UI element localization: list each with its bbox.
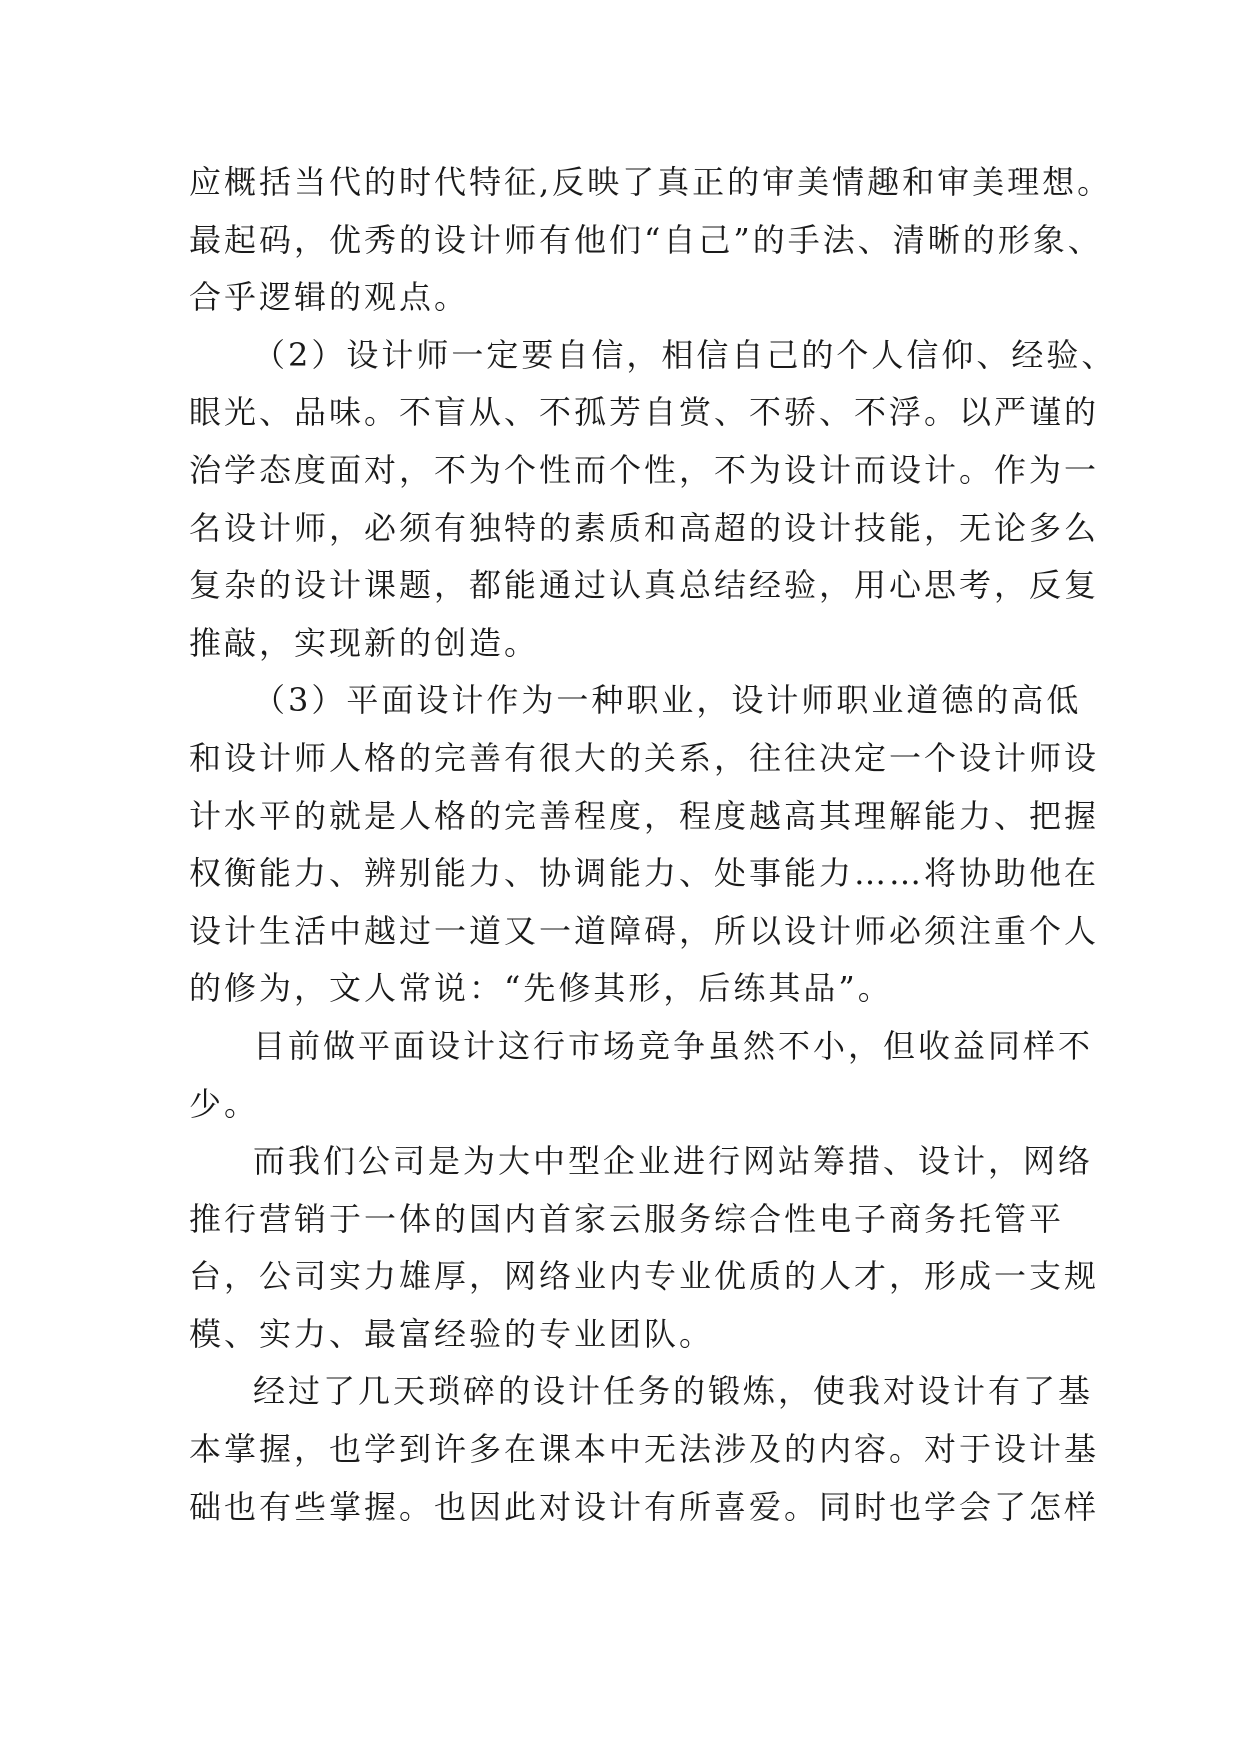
text-line: 设计生活中越过一道又一道障碍，所以设计师必须注重个人 xyxy=(189,911,1100,950)
text-line: 权衡能力、辨别能力、协调能力、处事能力……将协助他在 xyxy=(189,854,1100,893)
text-line: 台，公司实力雄厚，网络业内专业优质的人才，形成一支规 xyxy=(189,1257,1100,1296)
text-line: 治学态度面对，不为个性而个性，不为设计而设计。作为一 xyxy=(189,450,1100,489)
text-line: 的修为，文人常说：“先修其形，后练其品”。 xyxy=(189,969,893,1008)
text-line: 经过了几天琐碎的设计任务的锻炼，使我对设计有了基 xyxy=(253,1372,1094,1411)
text-line: 合乎逻辑的观点。 xyxy=(189,278,470,317)
text-line: 本掌握，也学到许多在课本中无法涉及的内容。对于设计基 xyxy=(189,1430,1100,1469)
text-line: 应概括当代的时代特征,反映了真正的审美情趣和审美理想。 xyxy=(189,163,1113,201)
text-line: 少。 xyxy=(189,1084,260,1123)
text-line: 模、实力、最富经验的专业团队。 xyxy=(189,1314,715,1353)
body-text xyxy=(189,154,1117,1536)
text-line: 和设计师人格的完善有很大的关系，往往决定一个设计师设 xyxy=(189,738,1100,777)
text-line: 础也有些掌握。也因此对设计有所喜爱。同时也学会了怎样 xyxy=(189,1487,1100,1526)
text-line: 名设计师，必须有独特的素质和高超的设计技能，无论多么 xyxy=(189,508,1100,547)
text-line: 而我们公司是为大中型企业进行网站筹措、设计，网络 xyxy=(253,1142,1094,1181)
text-line: （2）设计师一定要自信，相信自己的个人信仰、经验、 xyxy=(253,335,1117,374)
text-line: （3）平面设计作为一种职业，设计师职业道德的高低 xyxy=(253,681,1082,720)
text-line: 眼光、品味。不盲从、不孤芳自赏、不骄、不浮。以严谨的 xyxy=(189,393,1100,432)
text-line: 计水平的就是人格的完善程度，程度越高其理解能力、把握 xyxy=(189,796,1100,835)
text-line: 推行营销于一体的国内首家云服务综合性电子商务托管平 xyxy=(189,1199,1065,1238)
text-line: 最起码，优秀的设计师有他们“自己”的手法、清晰的形象、 xyxy=(189,220,1103,259)
text-line: 推敲，实现新的创造。 xyxy=(189,623,540,662)
text-line: 目前做平面设计这行市场竞争虽然不小，但收益同样不 xyxy=(253,1026,1094,1065)
text-line: 复杂的设计课题，都能通过认真总结经验，用心思考，反复 xyxy=(189,566,1100,605)
